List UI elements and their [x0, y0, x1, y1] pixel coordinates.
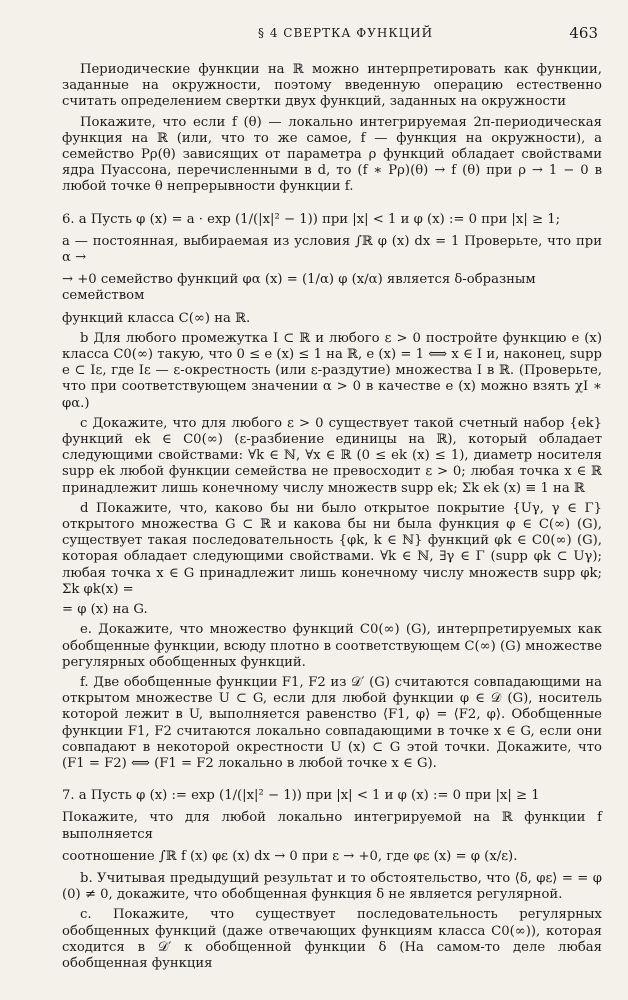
problem-6a-statement: 6. a Пусть φ (x) = a · exp (1/(|x|² − 1)) при |x| < 1 и φ (x) := 0 при |x| ≥ 1; [62, 211, 561, 227]
problem-7a-relation: соотношение ∫ℝ f (x) φε (x) dx → 0 при ε → +0, где φε (x) = φ (x/ε). [62, 848, 518, 864]
paragraph-poisson: Покажите, что если f (θ) — локально интегрируемая 2π-периодическая функция на ℝ (или, что то же самое, f — функция на окружности), а семейство Pρ(θ) зависящих от параметра ρ функций обладает свойствами ядра Пуассона, перечисленными в d, то (f ∗ Pρ)(θ) → f (θ) при ρ → 1 − 0 в любой точке θ непрерывности функции f. [62, 114, 602, 195]
problem-6d-end: = φ (x) на G. [62, 602, 148, 618]
problem-7b: b. Учитывая предыдущий результат и то обстоятельство, что ⟨δ, φε⟩ = = φ (0) ≠ 0, докажите, что обобщенная функция δ не является регулярной. [62, 870, 602, 903]
problem-7a-show: Покажите, что для любой локально интегрируемой на ℝ функции f выполняется [62, 810, 602, 842]
problem-6a-normalization: a — постоянная, выбираемая из условия ∫ℝ φ (x) dx = 1 Проверьте, что при α → [62, 233, 602, 266]
problem-6f: f. Две обобщенные функции F1, F2 из 𝒟′ (G) считаются совпадающими на открытом множестве U ⊂ G, если для любой функции φ ∈ 𝒟 (G), носитель которой лежит в U, выполняется равенство ⟨F1, φ⟩ = ⟨F2, φ⟩. Обобщенные функции F1, F2 считаются локально совпадающими в точке x ∈ G, если они совпадают в некоторой окрестности U (x) ⊂ G этой точки. Докажите, что (F1 = F2) ⟺ (F1 = F2 локально в любой точке x ∈ G). [62, 674, 602, 771]
problem-7c: c. Покажите, что существует последовательность регулярных обобщенных функций (даже отвечающих функциям класса C0(∞)), которая сходится в 𝒟′ к обобщенной функции δ (На самом-то деле любая обобщенная функция [62, 907, 602, 971]
running-head: § 4 СВЕРТКА ФУНКЦИЙ [258, 26, 434, 40]
problem-6e: e. Докажите, что множество функций C0(∞) (G), интерпретируемых как обобщенные функции, всюду плотно в соответствующем C(∞) (G) множестве регулярных обобщенных функций. [62, 622, 602, 670]
page-number: 463 [569, 24, 598, 42]
problem-6d: d Покажите, что, каково бы ни было открытое покрытие {Uγ, γ ∈ Γ} открытого множества G ⊂ ℝ и какова бы ни была функция φ ∈ C(∞) (G), существует такая последовательность {φk, k ∈ ℕ} функций φk ∈ C0(∞) (G), которая обладает следующими свойствами. ∀k ∈ ℕ, ∃γ ∈ Γ (supp φk ⊂ Uγ); любая точка x ∈ G принадлежит лишь конечному числу множеств supp φk; Σk φk(x) = [62, 500, 602, 597]
problem-7a-statement: 7. a Пусть φ (x) := exp (1/(|x|² − 1)) при |x| < 1 и φ (x) := 0 при |x| ≥ 1 [62, 788, 540, 804]
problem-6c: c Докажите, что для любого ε > 0 существует такой счетный набор {ek} функций ek ∈ C0(∞) (ε-разбиение единицы на ℝ), который обладает следующими свойствами: ∀k ∈ ℕ, ∀x ∈ ℝ (0 ≤ ek (x) ≤ 1), диаметр носителя supp ek любой функции семейства не превосходит ε > 0; любая точка x ∈ ℝ принадлежит лишь конечному числу множеств supp ek; Σk ek (x) ≡ 1 на ℝ [62, 415, 602, 496]
paragraph-periodic: Периодические функции на ℝ можно интерпретировать как функции, заданные на окружности, поэтому введенную операцию естественно считать определением свертки двух функций, заданных на окружности [62, 62, 602, 110]
page-body [62, 62, 602, 976]
problem-6b: b Для любого промежутка I ⊂ ℝ и любого ε > 0 постройте функцию e (x) класса C0(∞) такую, что 0 ≤ e (x) ≤ 1 на ℝ, e (x) = 1 ⟺ x ∈ I и, наконец, supp e ⊂ Iε, где Iε — ε-окрестность (или ε-раздутие) множества I в ℝ. (Проверьте, что при соответствующем значении α > 0 в качестве e (x) можно взять χI ∗ φα.) [62, 330, 602, 411]
page-header [0, 22, 628, 46]
problem-6a-class: функций класса C(∞) на ℝ. [62, 310, 251, 326]
problem-6a-family: → +0 семейство функций φα (x) = (1/α) φ (x/α) является δ-образным семейством [62, 272, 536, 304]
